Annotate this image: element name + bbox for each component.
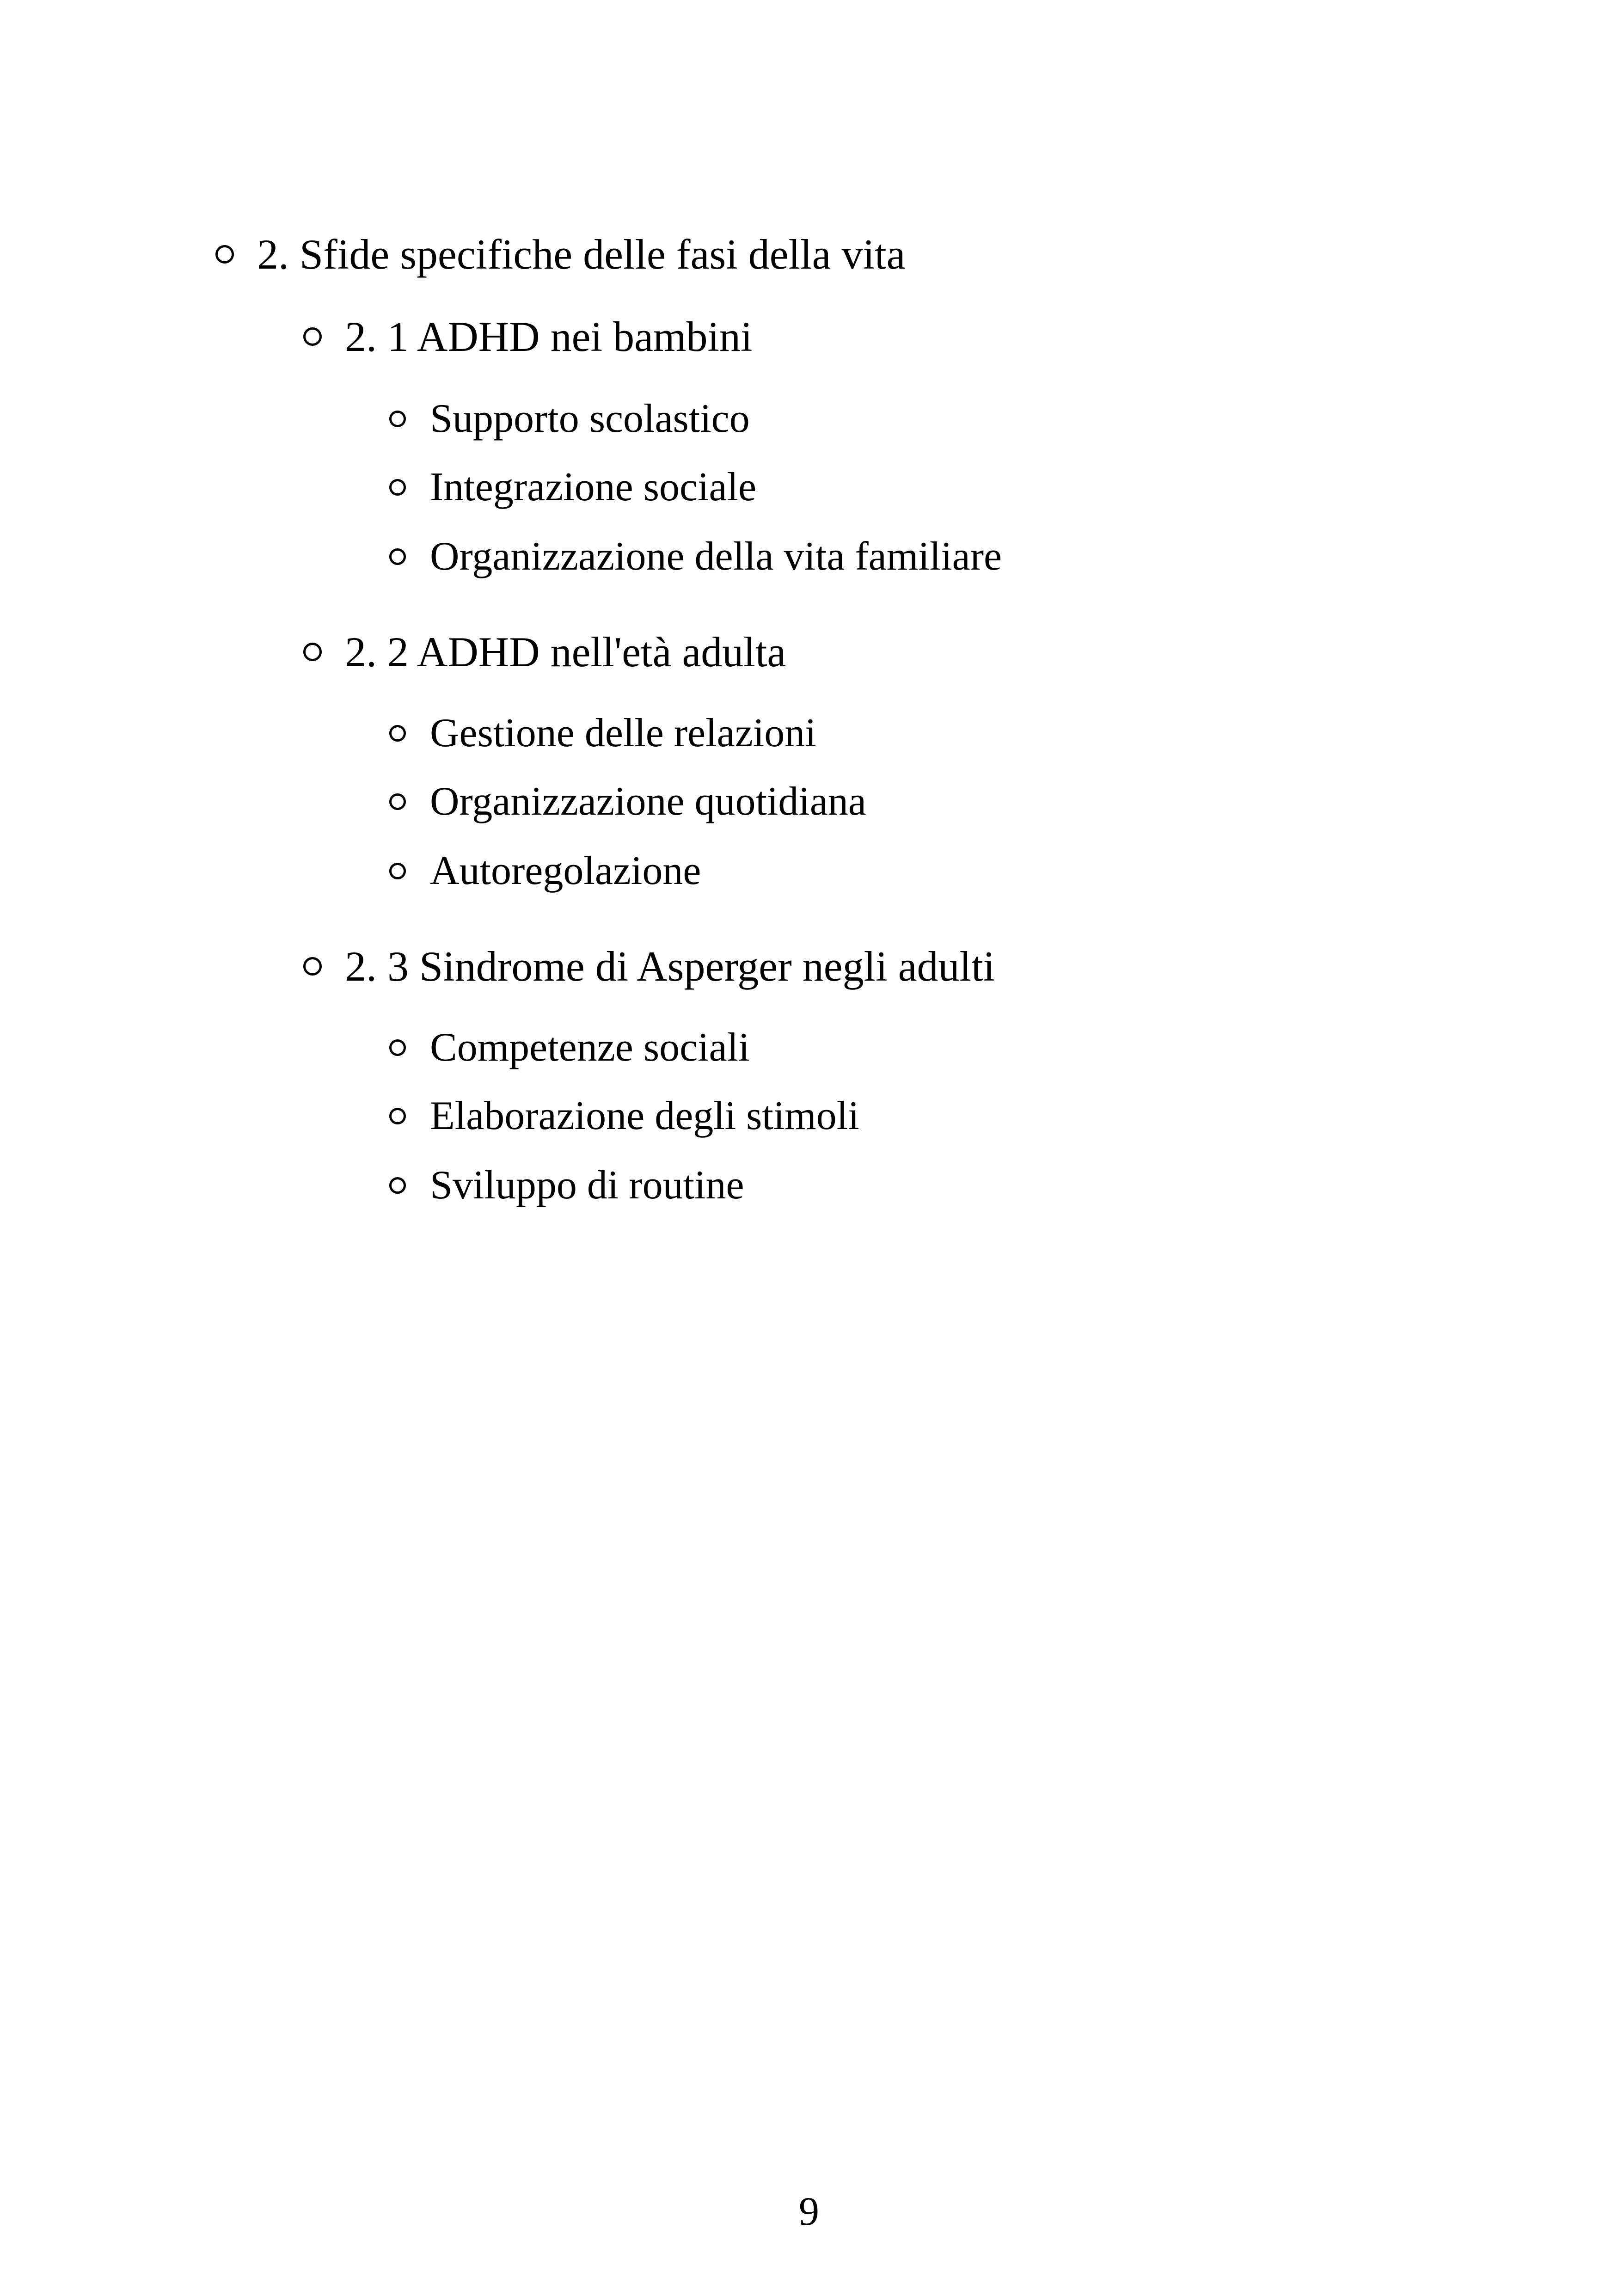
outline-subsection bbox=[303, 315, 753, 358]
hollow-bullet-icon bbox=[389, 863, 406, 879]
outline-subsection bbox=[303, 945, 995, 988]
item-label: Sviluppo di routine bbox=[430, 1163, 744, 1208]
item-label: Gestione delle relazioni bbox=[430, 711, 816, 755]
hollow-bullet-icon bbox=[303, 957, 322, 976]
outline-item bbox=[389, 1027, 750, 1068]
item-label: Autoregolazione bbox=[430, 848, 701, 893]
item-label: Competenze sociali bbox=[430, 1025, 750, 1070]
item-label: Organizzazione della vita familiare bbox=[430, 534, 1002, 579]
outline-item bbox=[389, 848, 701, 893]
hollow-bullet-icon bbox=[389, 479, 406, 496]
outline-item bbox=[389, 1165, 744, 1206]
hollow-bullet-icon bbox=[303, 327, 322, 346]
page-number: 9 bbox=[799, 2189, 819, 2234]
item-label: Organizzazione quotidiana bbox=[430, 779, 866, 824]
hollow-bullet-icon bbox=[389, 1039, 406, 1056]
outline-item bbox=[389, 536, 1002, 577]
hollow-bullet-icon bbox=[389, 411, 406, 427]
section-title: 2. Sfide specifiche delle fasi della vita bbox=[257, 231, 906, 278]
subsection-title: 2. 2 ADHD nell'età adulta bbox=[345, 628, 786, 675]
outline-item bbox=[389, 396, 750, 441]
item-label: Elaborazione degli stimoli bbox=[430, 1093, 859, 1138]
hollow-bullet-icon bbox=[303, 643, 322, 661]
subsection-title: 2. 1 ADHD nei bambini bbox=[345, 313, 753, 360]
subsection-title: 2. 3 Sindrome di Asperger negli adulti bbox=[345, 943, 995, 990]
outline-item bbox=[389, 1093, 859, 1138]
item-label: Integrazione sociale bbox=[430, 465, 757, 510]
hollow-bullet-icon bbox=[389, 793, 406, 810]
hollow-bullet-icon bbox=[389, 725, 406, 742]
outline-item bbox=[389, 713, 816, 754]
outline-item bbox=[389, 467, 756, 508]
hollow-bullet-icon bbox=[215, 245, 234, 264]
outline-item bbox=[389, 781, 866, 822]
hollow-bullet-icon bbox=[389, 548, 406, 565]
outline-section bbox=[215, 233, 905, 276]
outline-subsection bbox=[303, 628, 786, 675]
hollow-bullet-icon bbox=[389, 1108, 406, 1124]
item-label: Supporto scolastico bbox=[430, 396, 750, 441]
hollow-bullet-icon bbox=[389, 1177, 406, 1194]
